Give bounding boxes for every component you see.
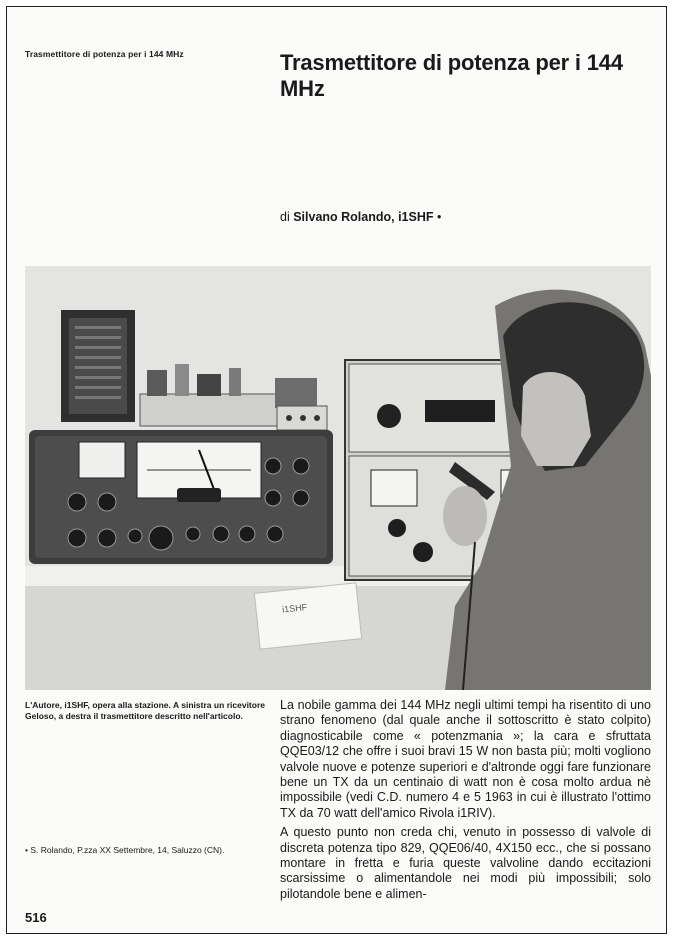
article-body [280,698,651,902]
page-number: 516 [25,910,47,925]
station-photo [25,266,651,690]
byline [280,210,441,224]
body-paragraph: La nobile gamma dei 144 MHz negli ultimi tempi ha risentito di uno strano fenomeno (dal quale anche il sottoscritto è stato colpito) diagnosticabile come « potenzmania »; la cara e sfruttata QQE03/12 che offre i suoi bravi 15 W non basta più; molti vogliono valvole nuove e potenze superiori e d'altronde oggi fare funzionare bene un TX da un centinaio di watt non è cosa molto ardua nè impossibile (vedi C.D. numero 4 e 5 1963 in cui è illustrato l'ottimo TX da 70 watt dell'amico Rivola i1RIV). [280,698,651,820]
photo-caption: L'Autore, i1SHF, opera alla stazione. A sinistra un ricevitore Geloso, a destra il trasmettitore descritto nell'articolo. [25,700,265,721]
card-label: i1SHF [281,602,308,615]
running-head: Trasmettitore di potenza per i 144 MHz [25,49,184,59]
magazine-page [6,6,667,934]
author-footnote: • S. Rolando, P.zza XX Settembre, 14, Saluzzo (CN). [25,845,225,855]
body-paragraph: A questo punto non creda chi, venuto in possesso di valvole di discreta potenza tipo 829, QQE06/40, 4X150 ecc., che si possano montare in fretta e furia queste valvoline dando eccitazioni scarsissime o alimentandole nei modi più impossibili; solo pilotandole bene e alimen- [280,825,651,901]
station-photo-illustration [25,266,651,690]
article-title: Trasmettitore di potenza per i 144 MHz [280,50,623,101]
footnote-mark: • [433,210,442,224]
byline-author: Silvano Rolando, i1SHF [293,210,434,224]
byline-prefix: di [280,210,294,224]
